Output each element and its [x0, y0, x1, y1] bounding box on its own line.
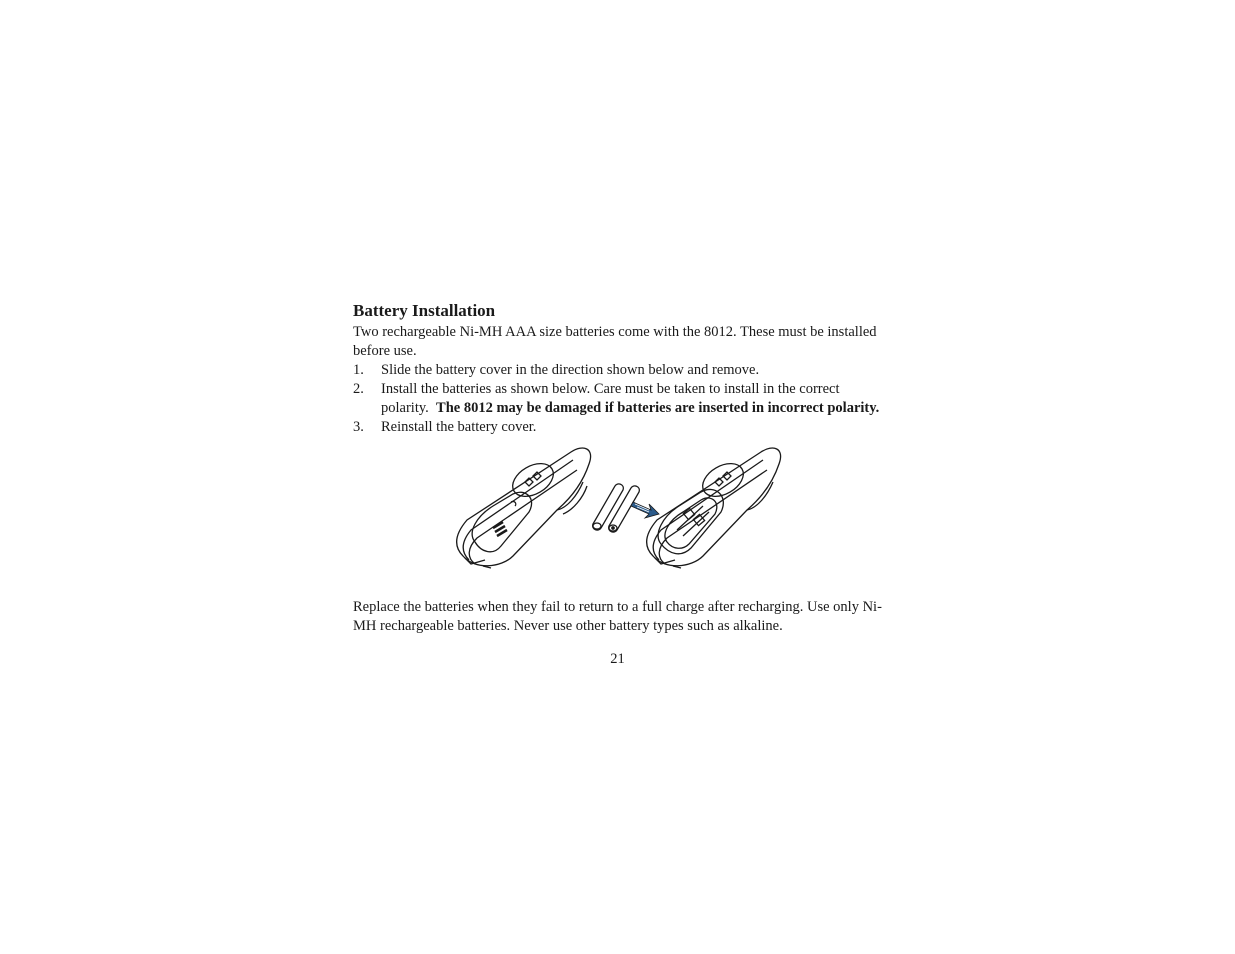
- intro-paragraph: Two rechargeable Ni-MH AAA size batteries come with the 8012. These must be installed before use.: [353, 324, 877, 359]
- replacement-note: Replace the batteries when they fail to return to a full charge after recharging. Use only Ni-MH rechargeable batteries. Never use other battery types such as alkaline.: [353, 599, 882, 634]
- step-text: Install the batteries as shown below. Care must be taken to install in the correct polarity.: [381, 381, 840, 416]
- step-text-with-warning: [381, 380, 883, 418]
- battery-illustration: [353, 440, 883, 590]
- section-title: Battery Installation: [353, 301, 496, 320]
- page-number: 21: [610, 651, 625, 667]
- step-number: 3.: [353, 419, 364, 435]
- steps-list: [353, 361, 883, 437]
- step-text: Reinstall the battery cover.: [381, 419, 537, 435]
- polarity-warning: The 8012 may be damaged if batteries are inserted in incorrect polarity.: [436, 400, 880, 416]
- aaa-batteries-icon: [593, 484, 640, 532]
- step-number: 1.: [353, 362, 364, 378]
- manual-page: [353, 300, 883, 636]
- step-item: [353, 380, 883, 418]
- handset-with-cover-icon: [457, 448, 591, 568]
- step-text: Slide the battery cover in the direction shown below and remove.: [381, 362, 760, 378]
- battery-installation-figure: [353, 440, 883, 590]
- handset-open-compartment-icon: [647, 448, 781, 568]
- step-item: [353, 361, 883, 380]
- step-number: 2.: [353, 381, 364, 397]
- insert-arrow-icon: [631, 502, 659, 518]
- step-item: [353, 418, 883, 437]
